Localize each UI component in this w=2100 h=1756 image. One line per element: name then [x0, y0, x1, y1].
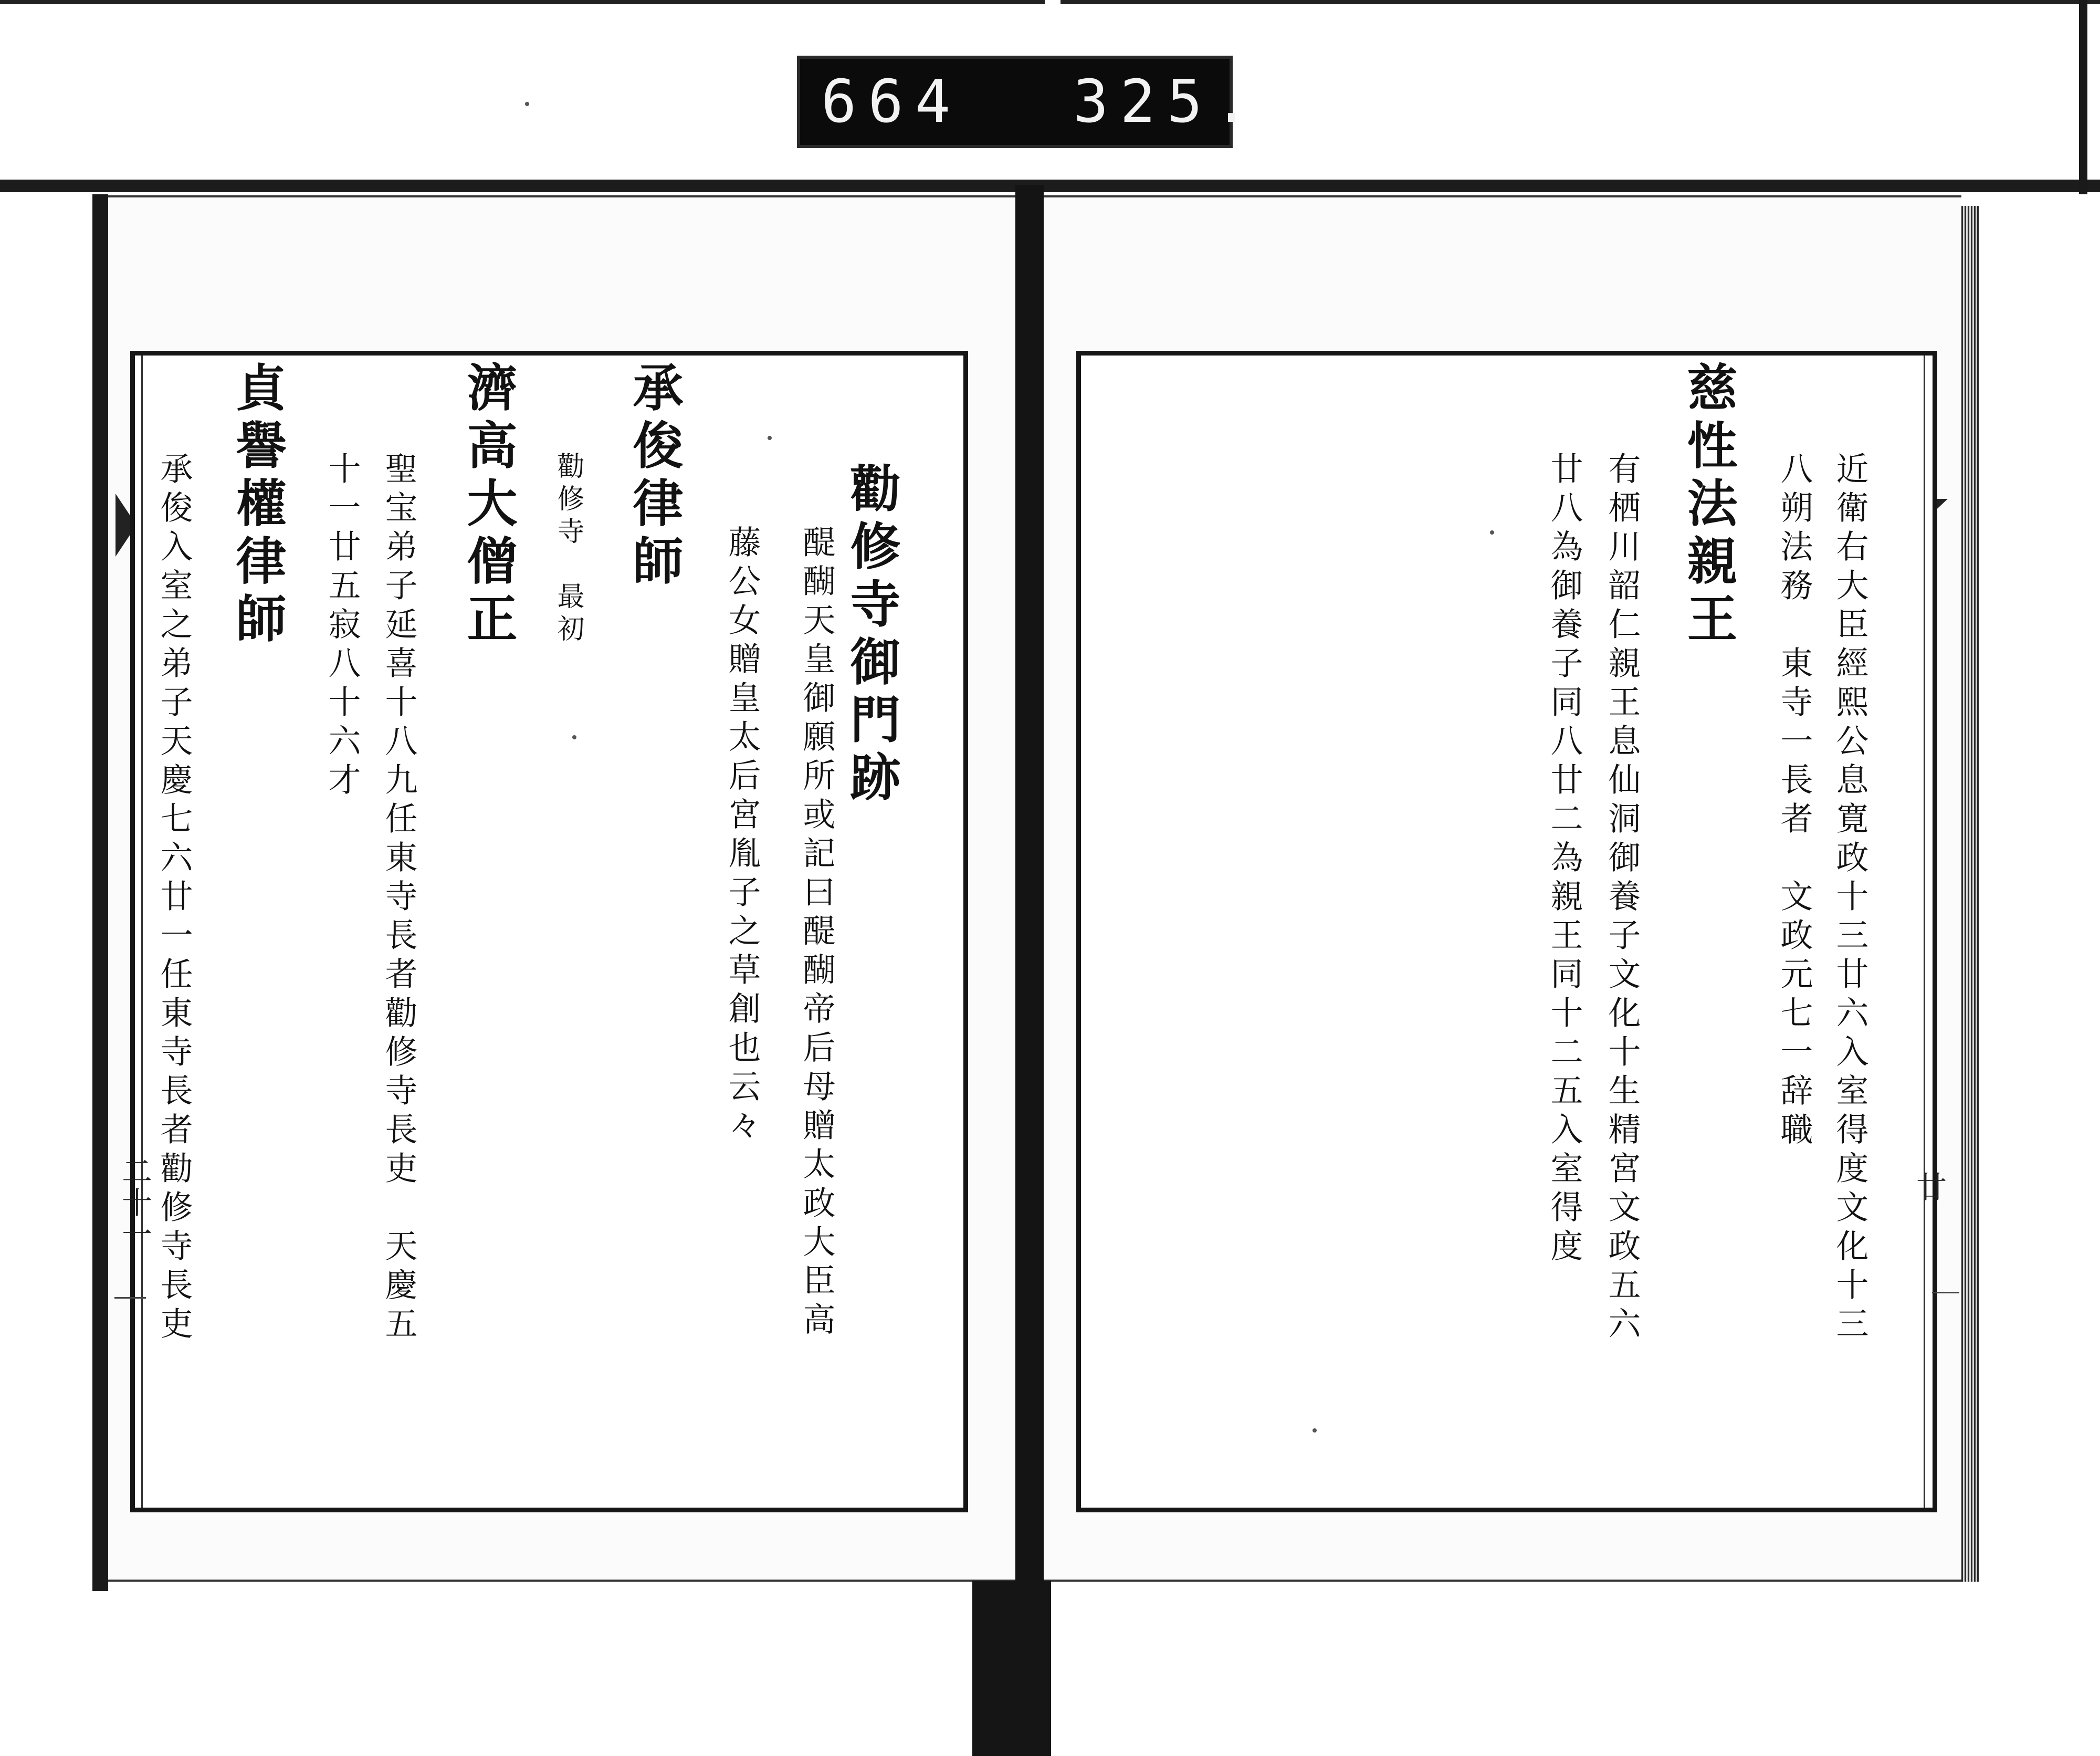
frame-number-left: 664: [821, 68, 962, 136]
book-fore-edge: [1961, 206, 1979, 1582]
left-folio-rule: [114, 1297, 146, 1299]
scan-speck: [572, 735, 576, 739]
left-column-10: 承俊入室之弟子天慶七六廿一任東寺長者勸修寺長吏: [155, 452, 193, 1345]
scan-speck: [768, 436, 772, 440]
right-column-2: 八朔法務 東寺一長者 文政元七一辞職: [1775, 452, 1813, 1151]
left-column-3: 藤公女贈皇太后宮胤子之草創也云々: [723, 525, 761, 1147]
left-heading-teiyo: 貞譽權律師: [228, 361, 287, 650]
right-column-1: 近衛右大臣經熙公息寛政十三廿六入室得度文化十三: [1831, 452, 1869, 1345]
scan-baseline: [0, 180, 2100, 192]
left-column-2: 醍醐天皇御願所或記曰醍醐帝后母贈太政大臣高: [797, 525, 836, 1341]
left-heading-saiko: 濟高大僧正: [459, 361, 518, 650]
scan-speck: [1312, 1428, 1317, 1433]
right-folio-rule: [1932, 1292, 1959, 1293]
scan-top-border-gap: [1045, 0, 1060, 4]
left-heading-kanshuji: 勸修寺御門跡: [842, 462, 901, 809]
book-left-edge-shadow: [92, 194, 108, 1591]
left-column-7: 聖宝弟子延喜十八九任東寺長者勸修寺長吏 天慶五: [380, 452, 418, 1345]
left-column-5: 勸修寺 最初: [552, 452, 584, 647]
frame-number-plate: [797, 56, 1261, 148]
right-frame-inner-rule: [1924, 356, 1925, 1508]
left-heading-shoshun: 承俊律師: [625, 361, 684, 592]
left-folio-number: 二十一: [117, 1155, 152, 1250]
right-column-4: 有栖川韶仁親王息仙洞御養子文化十生精宮文政五六: [1603, 452, 1641, 1345]
left-frame-inner-rule: [141, 356, 143, 1508]
book-gutter: [1015, 185, 1044, 1756]
book-gutter-lower: [972, 1581, 1051, 1756]
scan-speck: [525, 102, 529, 106]
frame-number-right: 325.: [1073, 68, 1261, 136]
left-column-8: 十一廿五寂八十六才: [323, 452, 361, 801]
right-column-5: 廿八為御養子同八廿二為親王同十二五入室得度: [1545, 452, 1583, 1268]
scan-speck: [1490, 530, 1494, 535]
right-heading-jisho: 慈性法親王: [1679, 361, 1738, 650]
scan-right-rail: [2079, 0, 2087, 194]
right-folio-number: 廿: [1911, 1171, 1947, 1203]
